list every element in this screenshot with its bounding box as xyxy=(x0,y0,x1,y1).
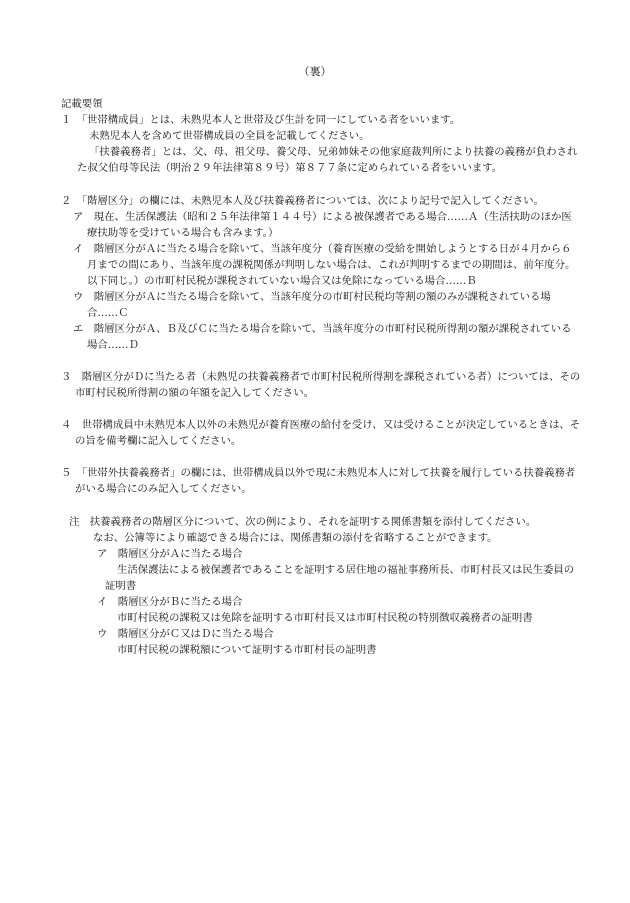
note-item-a-body: 生活保護法による被保護者であることを証明する居住地の福祉事務所長、市町村長又は民生委員の証明書 xyxy=(105,564,575,592)
item-head: 階層区分がＣ又はＤに当たる場合 xyxy=(117,628,274,640)
note-text-2: なお、公簿等により確認できる場合には、関係書類の添付を省略することができます。 xyxy=(93,532,498,544)
item-mark: エ xyxy=(73,323,84,335)
section-4 xyxy=(61,417,581,449)
section-text: 階層区分がＤに当たる者（未熟児の扶養義務者で市町村民税所得割を課税されている者）については、その市町村民税所得割の額の年額を記入してください。 xyxy=(75,371,581,399)
item-text: 階層区分がＡ、Ｂ及びＣに当たる場合を除いて、当該年度分の市町村民税所得割の額が課税されている場合……Ｄ xyxy=(87,323,572,351)
note-label: 注 xyxy=(69,516,80,528)
note-item-a-head xyxy=(61,546,581,562)
section-2-item-a xyxy=(61,209,581,241)
item-text: 階層区分がＡに当たる場合を除いて、当該年度分の市町村民税均等割の額のみが課税されている場合……Ｃ xyxy=(87,291,551,319)
section-number: １ xyxy=(61,114,72,126)
item-mark: ウ xyxy=(97,628,108,640)
section-4-text xyxy=(61,417,581,449)
item-text: 現在、生活保護法（昭和２５年法律第１４４号）による被保護者である場合……Ａ（生活扶助のほか医療扶助等を受けている場合も含みます。） xyxy=(87,211,572,239)
section-1-line-1 xyxy=(61,112,581,128)
note-item-c-head xyxy=(61,626,581,642)
section-heading: 記載要領 xyxy=(61,98,103,110)
section-3 xyxy=(61,369,581,401)
section-number: ３ xyxy=(61,371,72,383)
item-mark: ア xyxy=(97,548,108,560)
section-number: ５ xyxy=(61,467,72,479)
item-mark: ウ xyxy=(73,291,84,303)
section-5 xyxy=(61,465,581,497)
note-item-c-body: 市町村民税の課税額について証明する市町村長の証明書 xyxy=(117,644,377,656)
item-mark: ア xyxy=(73,211,84,223)
section-1 xyxy=(61,112,581,176)
section-1-line-2: 未熟児本人を含めて世帯構成員の全員を記載してください。 xyxy=(89,130,370,142)
item-mark: イ xyxy=(73,243,84,255)
section-2-item-d xyxy=(61,321,581,353)
section-number: ４ xyxy=(61,419,72,431)
note-text: 扶養義務者の階層区分について、次の例により、それを証明する関係書類を添付してください。 xyxy=(89,516,537,528)
note-intro xyxy=(61,514,581,530)
document-body xyxy=(61,96,581,658)
item-text: 階層区分がＡに当たる場合を除いて、当該年度分（養育医療の受給を開始しようとする日が４月から６月までの間にあり、当該年度の課税関係が判明しない場合は、これが判明するまでの期間は、前年度分。以下同じ。）の市町村民税が課税されていない場合又は免除になっている場合……Ｂ xyxy=(87,243,576,287)
section-2 xyxy=(61,193,581,353)
section-text: 世帯構成員中未熟児本人以外の未熟児が養育医療の給付を受け、又は受けることが決定しているときは、その旨を備考欄に記入してください。 xyxy=(75,419,581,447)
section-2-intro xyxy=(61,193,581,209)
section-1-text-1: 「世帯構成員」とは、未熟児本人と世帯及び生計を同一にしている者をいいます。 xyxy=(81,114,461,126)
note-block xyxy=(61,514,581,658)
item-head: 階層区分がＢに当たる場合 xyxy=(117,596,243,608)
item-mark: イ xyxy=(97,596,108,608)
section-1-line-3: 「扶養義務者」とは、父、母、祖父母、養父母、兄弟姉妹その他家庭裁判所により扶養の義務が負わされた叔父伯母等民法（明治２９年法律第８９号）第８７７条に定められている者をいいます。 xyxy=(77,146,578,174)
note-item-b-head xyxy=(61,594,581,610)
note-item-b-body: 市町村民税の課税又は免除を証明する市町村長又は市町村民税の特別徴収義務者の証明書 xyxy=(117,612,533,624)
page-title: （裏） xyxy=(298,65,332,78)
section-2-text: 「階層区分」の欄には、未熟児本人及び扶養義務者については、次により記号で記入してください。 xyxy=(81,195,544,207)
section-2-item-c xyxy=(61,289,581,321)
section-number: ２ xyxy=(61,195,72,207)
section-3-text xyxy=(61,369,581,401)
section-text: 「世帯外扶養義務者」の欄には、世帯構成員以外で現に未熟児本人に対して扶養を履行している扶養義務者がいる場合にのみ記入してください。 xyxy=(75,467,576,495)
item-head: 階層区分がＡに当たる場合 xyxy=(117,548,243,560)
section-5-text xyxy=(61,465,581,497)
section-2-item-b xyxy=(61,241,581,289)
